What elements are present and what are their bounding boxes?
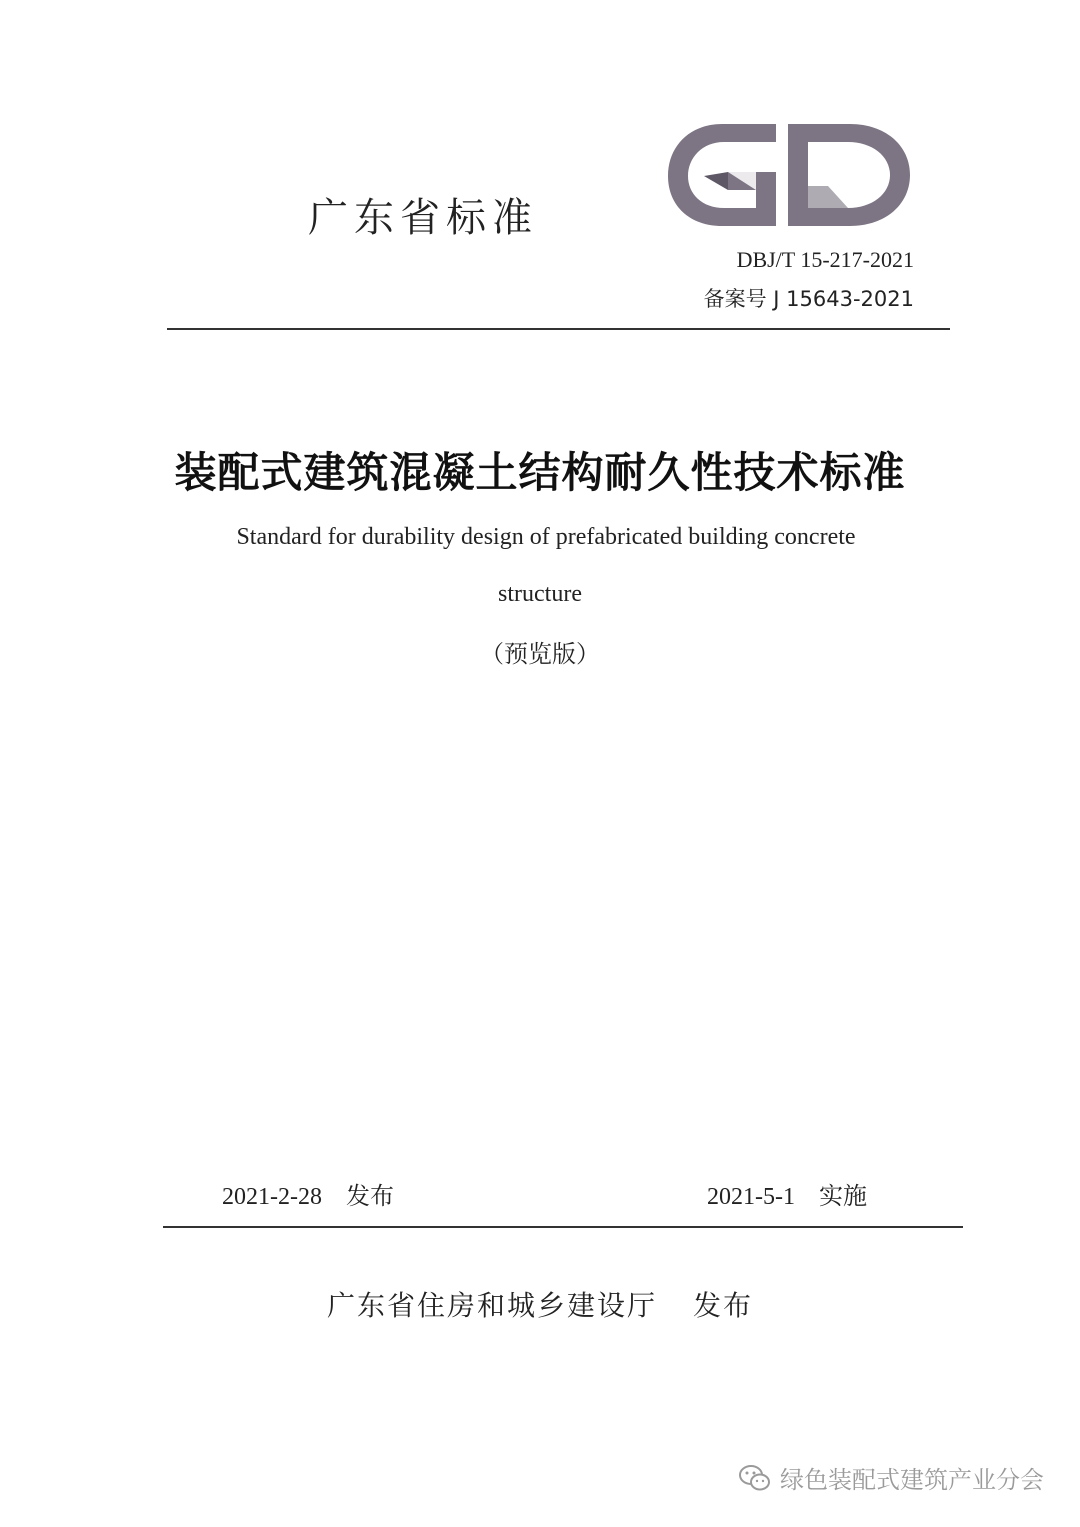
- record-number: 备案号 J 15643-2021: [703, 287, 914, 311]
- english-title-line1: Standard for durability design of prefabricated building concrete: [236, 524, 856, 550]
- issue-label: 发布: [345, 1182, 394, 1210]
- implement-label: 实施: [818, 1182, 867, 1210]
- standard-code: DBJ/T 15-217-2021: [736, 247, 914, 272]
- issue-date-block: [222, 1176, 394, 1211]
- implement-date: 2021-5-1: [707, 1184, 795, 1210]
- standard-series-title: 广东省标准: [308, 195, 538, 241]
- edition-label: （预览版）: [480, 640, 600, 668]
- chinese-title: 装配式建筑混凝土结构耐久性技术标准: [174, 448, 906, 497]
- issue-date: 2021-2-28: [222, 1184, 322, 1210]
- watermark-text: 绿色装配式建筑产业分会: [780, 1466, 1044, 1494]
- publisher-line: [0, 1284, 1080, 1324]
- publisher-action: 发布: [693, 1289, 754, 1322]
- publisher-name: 广东省住房和城乡建设厅: [326, 1289, 657, 1322]
- wechat-icon: [738, 1463, 772, 1493]
- bottom-divider: [163, 1226, 963, 1228]
- gd-logo: [664, 120, 914, 230]
- top-divider: [167, 328, 950, 330]
- implement-date-block: [707, 1176, 867, 1211]
- watermark: [738, 1460, 1044, 1495]
- english-title-line2: structure: [498, 581, 582, 607]
